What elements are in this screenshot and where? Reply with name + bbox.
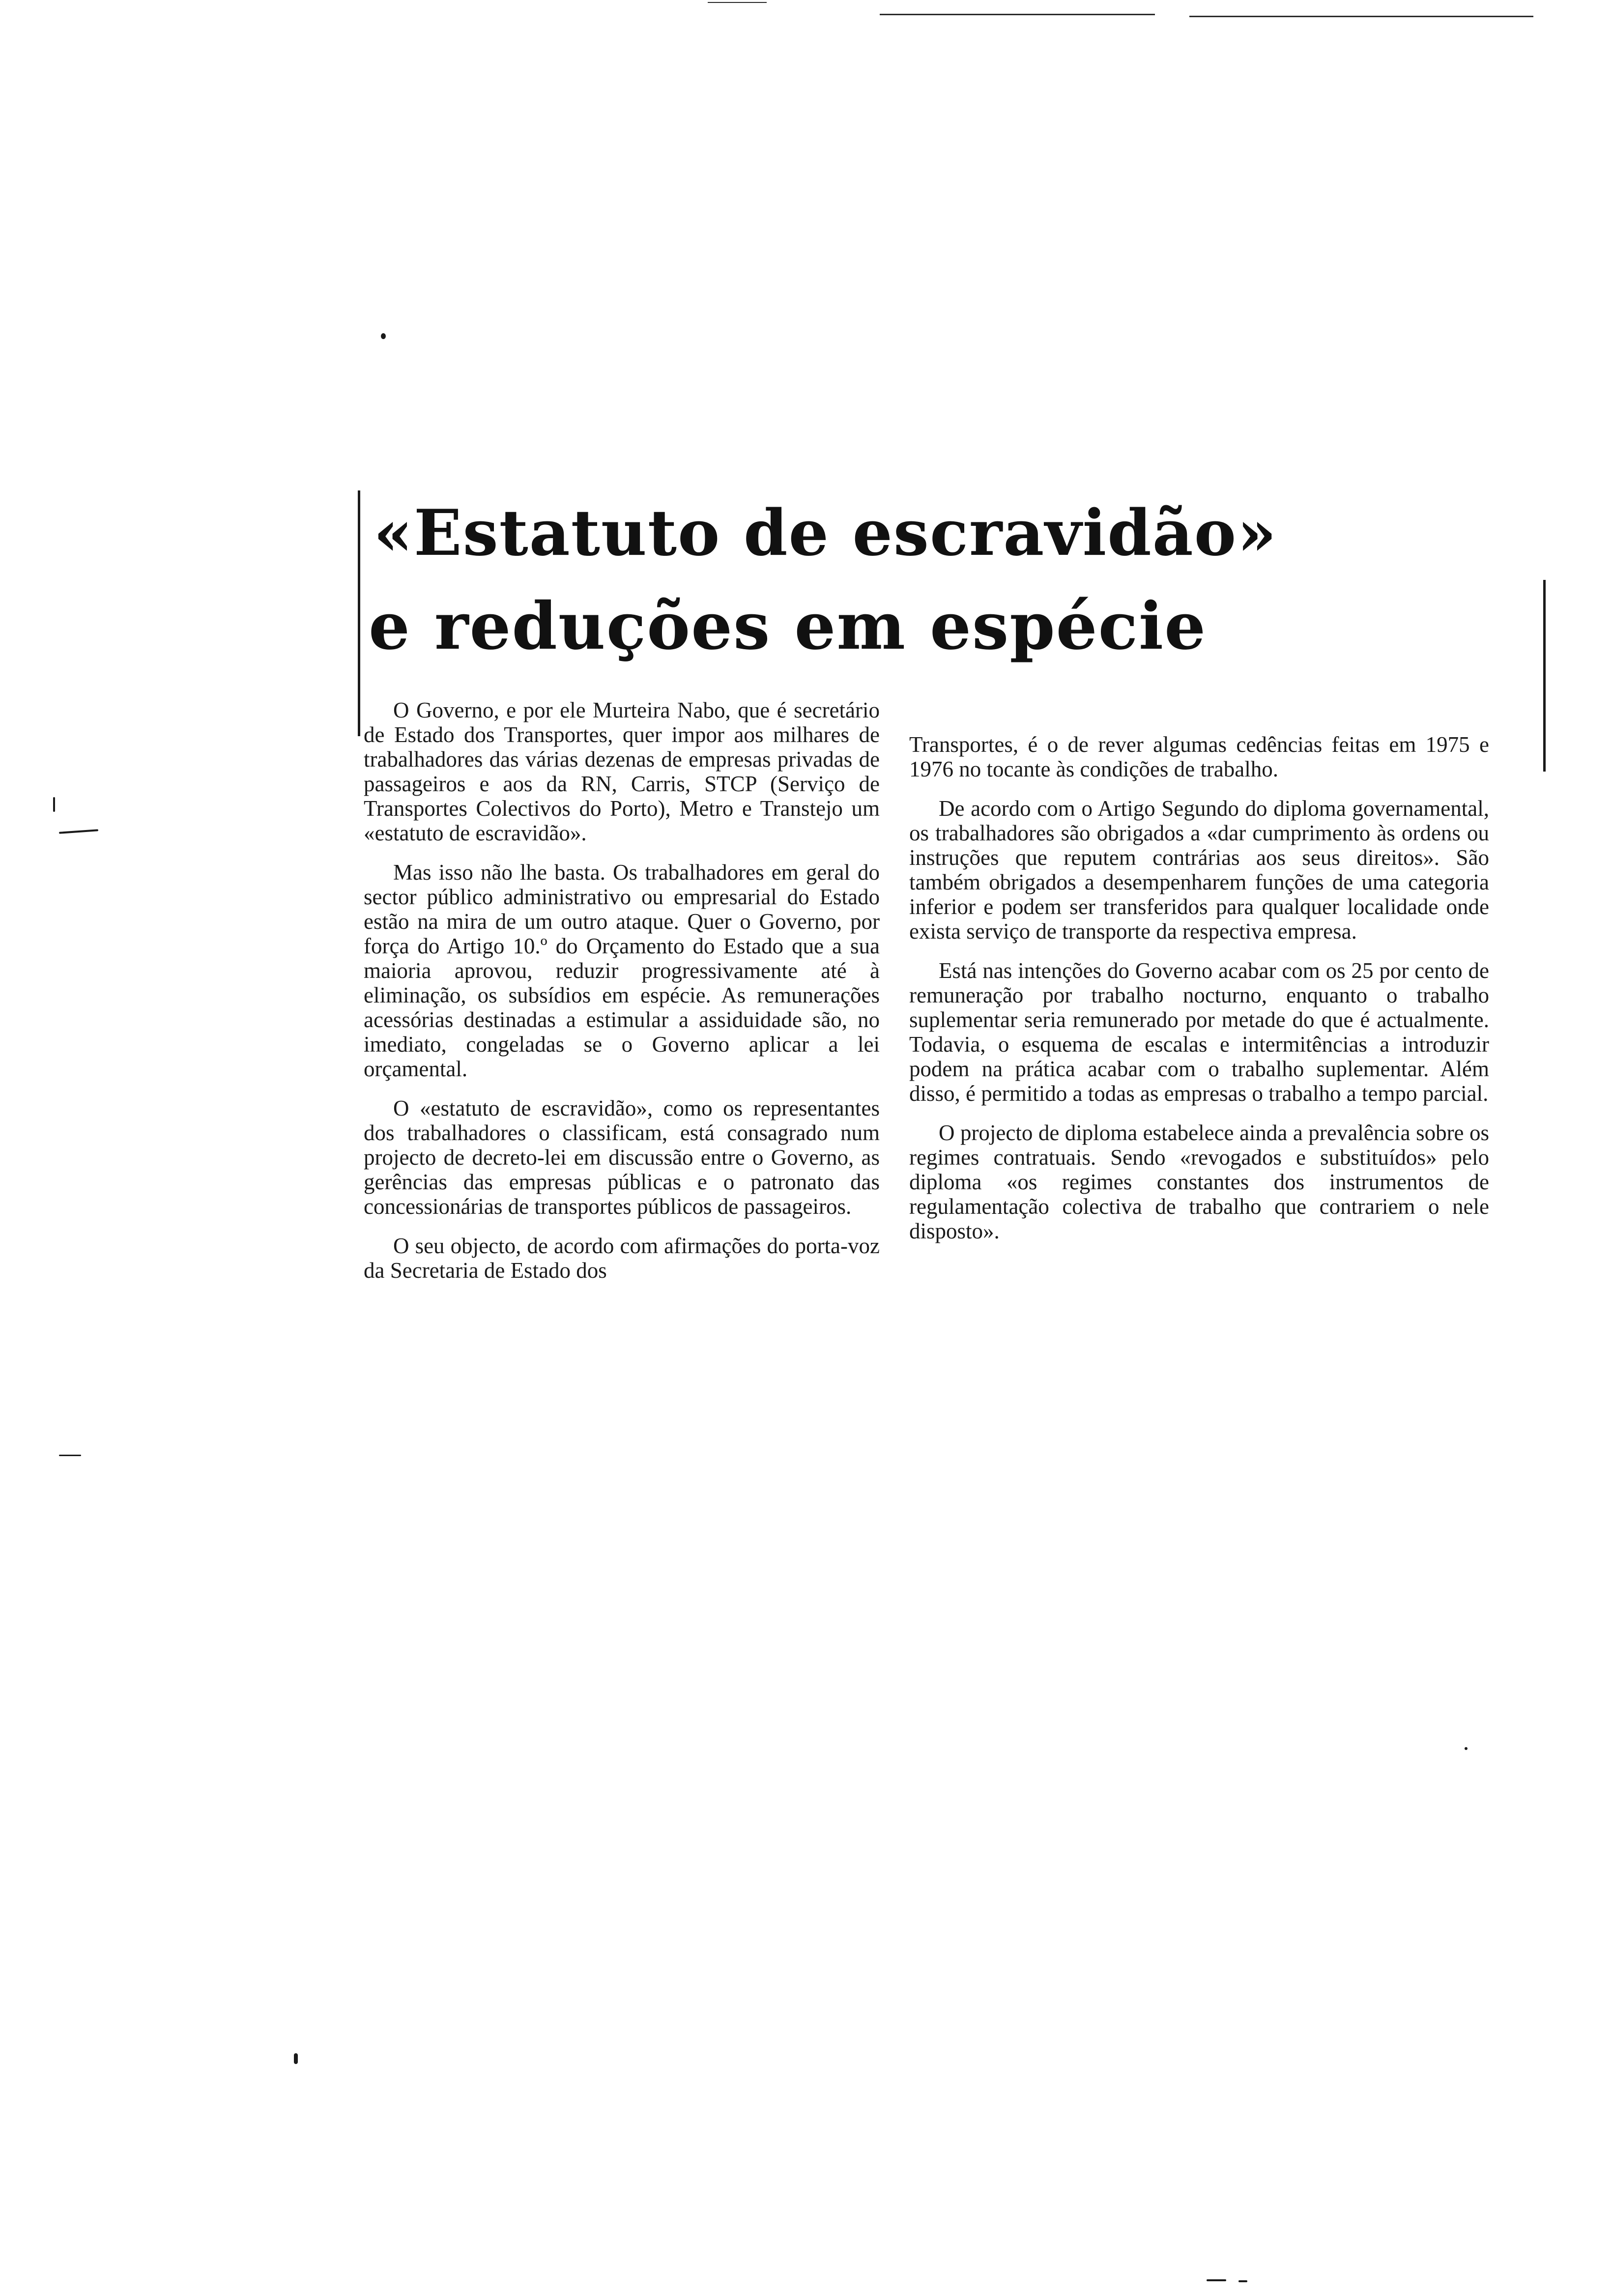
newspaper-clipping xyxy=(344,487,1514,1543)
paragraph: O projecto de diploma estabelece ainda a prevalência sobre os regimes contratuais. Sendo «revogados e substituídos» pelo diploma «os regimes constantes dos instrumentos de regulamentação colectiva de trabalho que contrariem o nele disposto». xyxy=(909,1120,1489,1243)
paragraph: Está nas intenções do Governo acabar com os 25 por cento de remuneração por trabalho nocturno, enquanto o trabalho suplementar seria remunerado por metade do que é actualmente. Todavia, o esquema de escalas e intermitências a introduzir podem na prática acabar com o trabalho suplementar. Além disso, é permitido a todas as empresas o trabalho a tempo parcial. xyxy=(909,958,1489,1106)
scan-speck xyxy=(59,829,98,834)
headline-line-2: e reduções em espécie xyxy=(369,588,1207,664)
scan-edge-line xyxy=(880,14,1155,15)
paragraph: O seu objecto, de acordo com afirmações do porta-voz da Secretaria de Estado dos xyxy=(364,1234,880,1283)
paragraph: O «estatuto de escravidão», como os representantes dos trabalhadores o classificam, está consagrado num projecto de decreto-lei em discussão entre o Governo, as gerências das empresas públicas e o patronato das concessionárias de transportes públicos de passageiros. xyxy=(364,1096,880,1219)
headline-line-1: «Estatuto de escravidão» xyxy=(374,496,1278,570)
right-column xyxy=(909,732,1489,1258)
scan-edge-line xyxy=(708,2,767,3)
left-column xyxy=(364,698,880,1297)
paragraph: Mas isso não lhe basta. Os trabalhadores em geral do sector público administrativo ou empresarial do Estado estão na mira de um outro ataque. Quer o Governo, por força do Artigo 10.º do Orçamento do Estado que a sua maioria aprovou, reduzir progressivamente até à eliminação, os subsídios em espécie. As remunerações acessórias destinadas a estimular a assiduidade são, no imediato, congeladas se o Governo aplicar a lei orçamental. xyxy=(364,860,880,1081)
scan-edge-line xyxy=(1189,16,1533,17)
scan-speck xyxy=(53,797,55,812)
paragraph: O Governo, e por ele Murteira Nabo, que é secretário de Estado dos Transportes, quer impor aos milhares de trabalhadores das várias dezenas de empresas privadas de passageiros e aos da RN, Carris, STCP (Serviço de Transportes Colectivos do Porto), Metro e Transtejo um «estatuto de escravidão». xyxy=(364,698,880,845)
scan-speck xyxy=(1207,2279,1226,2281)
scan-speck xyxy=(1238,2280,1247,2282)
scan-speck xyxy=(294,2053,298,2064)
scan-speck xyxy=(1465,1747,1468,1750)
scan-speck xyxy=(381,333,386,339)
paragraph: De acordo com o Artigo Segundo do diploma governamental, os trabalhadores são obrigados a «dar cumprimento às ordens ou instruções que reputem contrárias aos seus direitos». São também obrigados a desempenharem funções de uma categoria inferior e podem ser transferidos para qualquer localidade onde exista serviço de transporte da respectiva empresa. xyxy=(909,796,1489,944)
paragraph: Transportes, é o de rever algumas cedências feitas em 1975 e 1976 no tocante às condições de trabalho. xyxy=(909,732,1489,781)
clipping-left-edge xyxy=(358,490,360,736)
clipping-right-edge xyxy=(1543,580,1546,772)
scan-speck xyxy=(59,1455,81,1456)
